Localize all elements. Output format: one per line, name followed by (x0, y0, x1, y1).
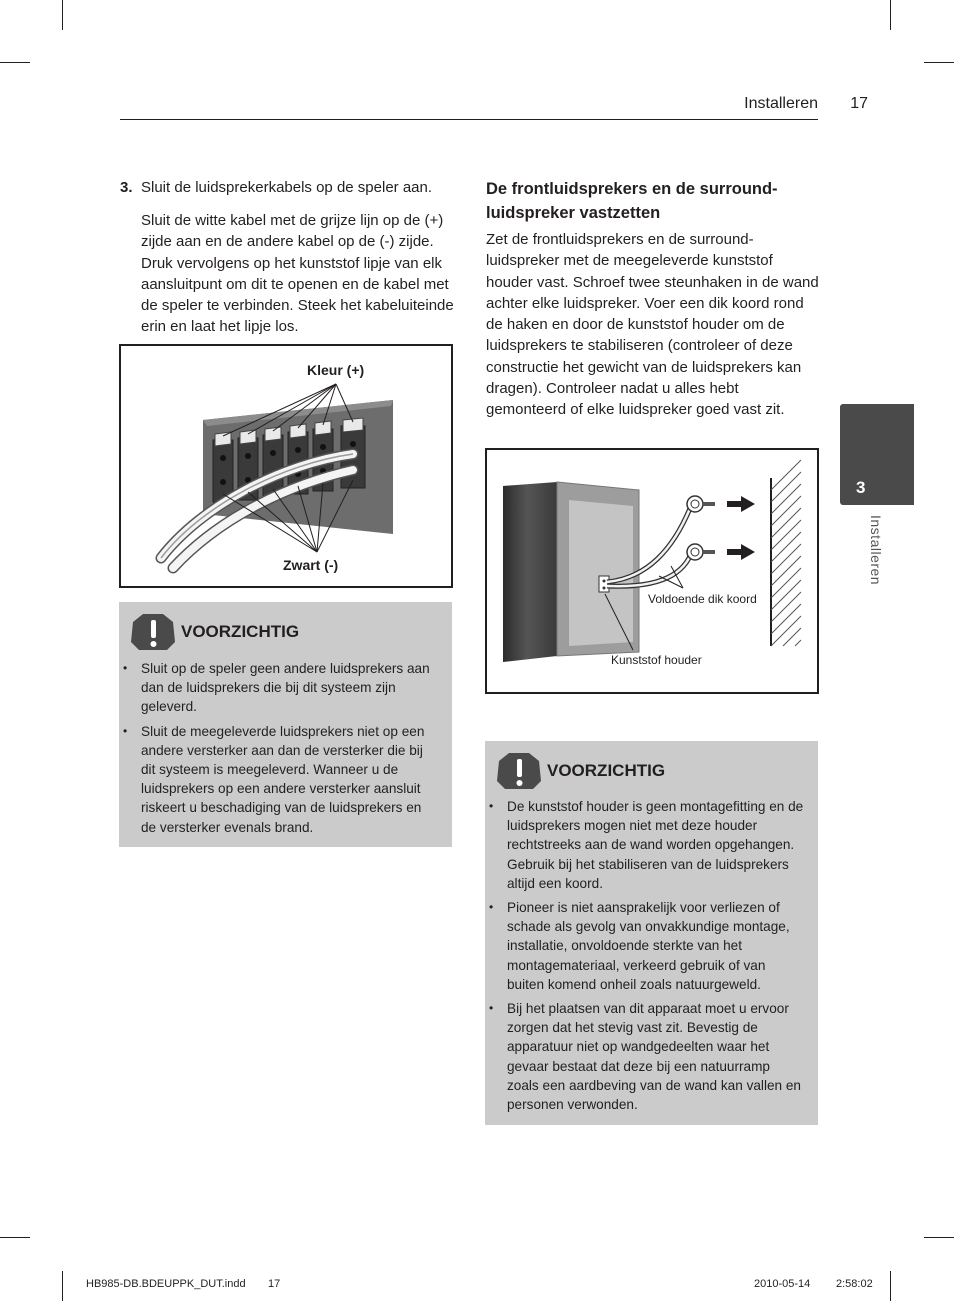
crop-mark (62, 1271, 63, 1301)
caution-item: • De kunststof houder is geen montagefitting en de luidsprekers mogen niet met deze houder rechtstreeks aan de wand worden opgehangen. Gebruik bij het stabiliseren van de luidsprekers altijd een koord. (489, 799, 804, 891)
footer-date: 2010-05-14 (754, 1278, 811, 1290)
step-number: 3. (120, 179, 133, 196)
speaker-body (503, 482, 557, 662)
footer-filename: HB985-DB.BDEUPPK_DUT.indd (86, 1278, 246, 1290)
crop-mark (0, 62, 30, 63)
warning-icon (495, 751, 543, 791)
caution-box-left (119, 602, 452, 847)
chapter-tab-label: Installeren (868, 515, 884, 586)
label-cord: Voldoende dik koord (648, 592, 757, 606)
header-rule (120, 119, 818, 120)
caution-item: • Bij het plaatsen van dit apparaat moet u ervoor zorgen dat het stevig vast zit. Bevestig de apparatuur niet op wandgedeelten waar het gevaar bestaat dat deze bij een natuurramp zoals een aardbeving van de wand kan vallen en personen verwonden. (489, 1001, 801, 1113)
label-plus: Kleur (+) (307, 362, 365, 378)
label-minus: Zwart (-) (283, 557, 339, 573)
crop-mark (890, 1271, 891, 1301)
caution-box-right (485, 741, 818, 1125)
speaker-terminal-diagram (119, 344, 453, 588)
caution-list (123, 659, 438, 842)
header-page-number: 17 (850, 95, 868, 112)
warning-icon (129, 612, 177, 652)
chapter-tab (840, 404, 914, 505)
crop-mark (924, 1237, 954, 1238)
footer-time: 2:58:02 (836, 1278, 873, 1290)
terminal-illustration (121, 346, 451, 586)
section-body: Zet de frontluidsprekers en de surround-luidspreker met de meegeleverde kunststof houder vast. Schroef twee steunhaken in de wand achter elke luidspreker. Voer een dik koord rond de haken en door de kunststof houder om de luidsprekers te stabiliseren (controleer of deze constructie het gewicht van de luidsprekers kan dragen). Controleer nadat u alles hebt gemonteerd of elke luidspreker goed vast zit. (486, 231, 819, 419)
step-title: Sluit de luidsprekerkabels op de speler aan. (141, 179, 433, 196)
label-holder: Kunststof houder (611, 653, 702, 667)
section-heading: De frontluidsprekers en de surround-luidspreker vastzetten (486, 180, 778, 222)
wall-hatch (771, 460, 801, 646)
caution-item: • Pioneer is niet aansprakelijk voor verliezen of schade als gevolg van onvakkundige montage, installatie, onvoldoende sterkte van het montagemateriaal, verkeerd gebruik of van buiten komend onheil zoals natuurgeweld. (489, 900, 790, 992)
crop-mark (0, 1237, 30, 1238)
caution-list (489, 797, 804, 1119)
header-section-title: Installeren (744, 95, 818, 112)
caution-header (129, 612, 299, 652)
wall-hook-upper (687, 496, 715, 512)
wall-hook-lower (687, 544, 715, 560)
caution-item: • Sluit op de speler geen andere luidsprekers aan dan de luidsprekers die bij dit systeem zijn geleverd. (123, 661, 430, 715)
crop-mark (62, 0, 63, 30)
footer-page: 17 (268, 1278, 281, 1290)
crop-mark (890, 0, 891, 30)
speaker-mount-diagram (485, 448, 819, 694)
caution-header (495, 751, 665, 791)
page-header (120, 92, 868, 122)
crop-mark (924, 62, 954, 63)
caution-item: • Sluit de meegeleverde luidsprekers niet op een andere versterker aan dan de versterker die bij dit systeem is meegeleverd. Wanneer u de luidsprekers op een andere versterker aansluit riskeert u beschadiging van de luidsprekers en de versterker evenals brand. (123, 723, 425, 835)
direction-arrows (727, 496, 755, 560)
chapter-tab-number: 3 (856, 478, 866, 497)
caution-title: VOORZICHTIG (181, 622, 300, 641)
caution-title: VOORZICHTIG (547, 761, 666, 780)
step-body: Sluit de witte kabel met de grijze lijn op de (+) zijde aan en de andere kabel op de (-) zijde. Druk vervolgens op het kunststof lipje van elk aansluitpunt om dit te openen en de kabel met de speler te verbinden. Steek het kabeluiteinde erin en laat het lipje los. (141, 212, 454, 336)
